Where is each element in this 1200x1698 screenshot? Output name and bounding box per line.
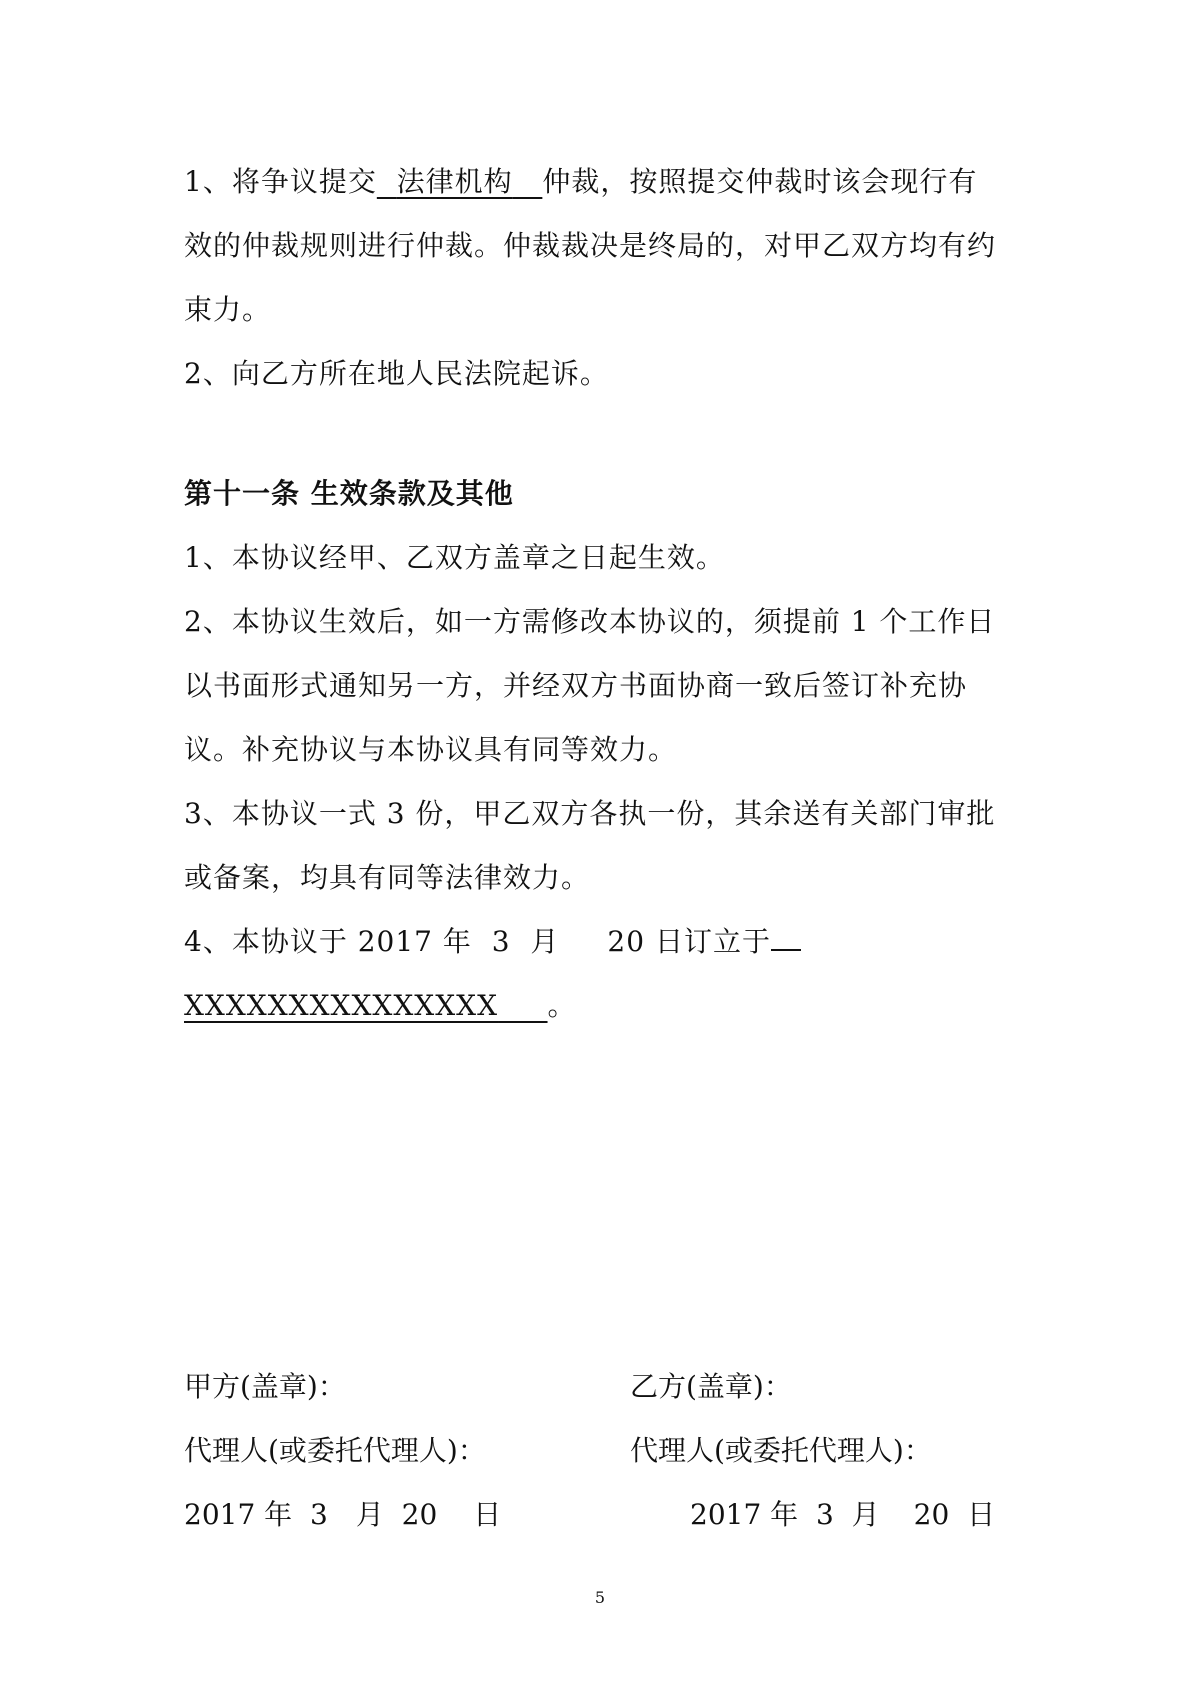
clause11-item3-line1: 3、本协议一式 3 份，甲乙双方各执一份，其余送有关部门审批 (184, 797, 996, 830)
day: 20 (401, 1498, 438, 1531)
text: 月 (530, 925, 560, 958)
party-b-agent: 代理人(或委托代理人)： (630, 1434, 932, 1467)
agreement-day: 20 (607, 925, 646, 958)
year: 2017 (184, 1498, 256, 1531)
clause11-item2-line3: 议。补充协议与本协议具有同等效力。 (184, 733, 678, 766)
month: 3 (310, 1498, 328, 1531)
clause11-item4-line2 (184, 974, 1044, 1038)
text: 年 (770, 1498, 799, 1531)
signing-place: XXXXXXXXXXXXXXX (184, 989, 499, 1022)
clause10-item1-line3: 束力。 (184, 293, 272, 326)
party-b-date (630, 1483, 995, 1547)
clause11-item2-line2: 以书面形式通知另一方，并经双方书面协商一致后签订补充协 (184, 669, 968, 702)
text: 月 (851, 1498, 880, 1531)
month: 3 (816, 1498, 834, 1531)
clause10-item1-line2: 效的仲裁规则进行仲裁。仲裁裁决是终局的，对甲乙双方均有约 (184, 229, 997, 262)
page-number: 5 (594, 1588, 606, 1607)
day: 20 (913, 1498, 950, 1531)
arbitration-body: 法律机构 (396, 165, 513, 198)
party-a-seal: 甲方(盖章)： (184, 1370, 346, 1403)
text: 4、本协议于 (184, 925, 348, 958)
party-a-date (184, 1483, 630, 1547)
text: 日 (967, 1498, 996, 1531)
spacer (184, 406, 1044, 462)
signature-row-party (184, 1355, 1044, 1419)
place-blank-line (771, 923, 801, 951)
text: 仲裁，按照提交仲裁时该会现行有 (542, 165, 978, 198)
signature-block (184, 1355, 1044, 1547)
clause10-item1-line1 (184, 150, 1044, 214)
text: 日订立于 (654, 925, 771, 958)
text: 年 (442, 925, 472, 958)
text: 年 (264, 1498, 293, 1531)
party-b-seal: 乙方(盖章)： (630, 1370, 792, 1403)
signature-row-date (184, 1483, 1044, 1547)
clause11-item4-line1 (184, 910, 1044, 974)
place-blank (184, 989, 548, 1022)
document-body (184, 150, 1044, 1038)
clause10-item2: 2、向乙方所在地人民法院起诉。 (184, 357, 609, 390)
year: 2017 (690, 1498, 762, 1531)
arbitration-body-blank (377, 165, 543, 198)
signature-row-agent (184, 1419, 1044, 1483)
clause11-heading: 第十一条 生效条款及其他 (184, 477, 514, 510)
clause11-item3-line2: 或备案，均具有同等法律效力。 (184, 861, 591, 894)
clause11-item1: 1、本协议经甲、乙双方盖章之日起生效。 (184, 541, 725, 574)
party-a-agent: 代理人(或委托代理人)： (184, 1434, 486, 1467)
clause11-item2-line1: 2、本协议生效后，如一方需修改本协议的，须提前 1 个工作日 (184, 605, 996, 638)
text: 。 (547, 989, 577, 1022)
agreement-month: 3 (491, 925, 511, 958)
agreement-year: 2017 (357, 925, 433, 958)
text: 1、将争议提交 (184, 165, 377, 198)
text: 日 (473, 1498, 502, 1531)
text: 月 (355, 1498, 384, 1531)
